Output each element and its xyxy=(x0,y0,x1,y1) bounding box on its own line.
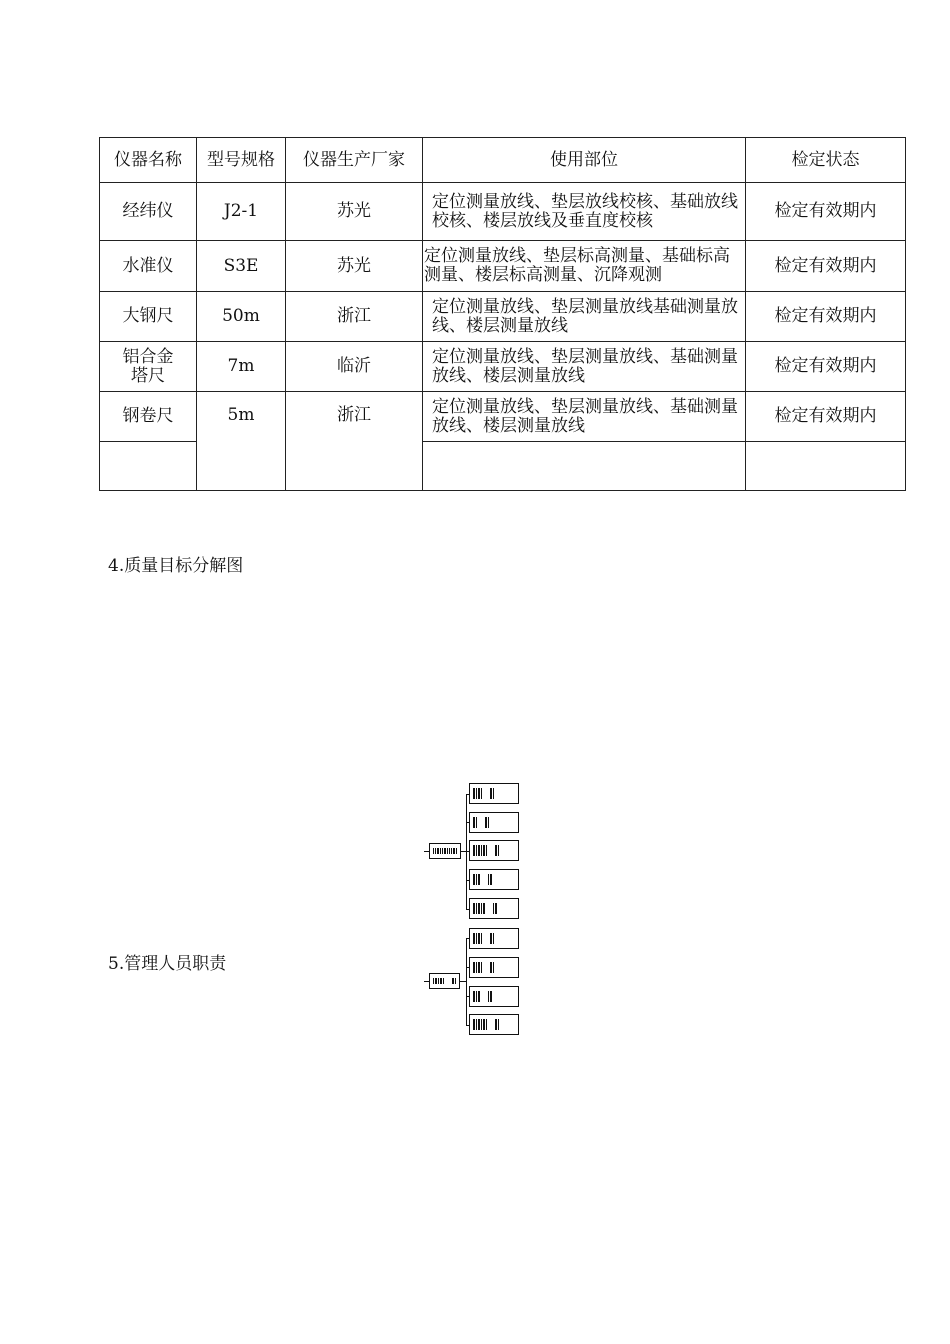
col-header-usage: 使用部位 xyxy=(423,138,746,183)
cell-model: S3E xyxy=(197,241,286,292)
cell-maker: 临沂 xyxy=(286,342,423,392)
cell-status: 检定有效期内 xyxy=(746,292,906,342)
diagram-root-node-1 xyxy=(429,843,461,859)
diagram-leaf-node xyxy=(469,928,519,949)
cell-name: 经纬仪 xyxy=(100,183,197,241)
col-header-maker: 仪器生产厂家 xyxy=(286,138,423,183)
cell-empty xyxy=(746,442,906,491)
col-header-status: 检定状态 xyxy=(746,138,906,183)
cell-name: 大钢尺 xyxy=(100,292,197,342)
section-5-heading: 5.管理人员职责 xyxy=(108,954,227,974)
diagram-leaf-node xyxy=(469,898,519,919)
cell-name: 铝合金塔尺 xyxy=(100,342,197,392)
cell-maker: 苏光 xyxy=(286,183,423,241)
diagram-root-node-2 xyxy=(429,973,460,989)
cell-maker-text: 浙江 xyxy=(337,405,371,425)
col-header-name: 仪器名称 xyxy=(100,138,197,183)
table-row xyxy=(100,392,906,442)
cell-model: 7m xyxy=(197,342,286,392)
cell-status: 检定有效期内 xyxy=(746,183,906,241)
cell-usage: 定位测量放线、垫层放线校核、基础放线校核、楼层放线及垂直度校核 xyxy=(423,183,746,241)
col-header-model: 型号规格 xyxy=(197,138,286,183)
cell-usage: 定位测量放线、垫层标高测量、基础标高测量、楼层标高测量、沉降观测 xyxy=(423,241,746,292)
cell-model: 50m xyxy=(197,292,286,342)
instrument-table xyxy=(99,137,906,491)
cell-status: 检定有效期内 xyxy=(746,241,906,292)
cell-name: 钢卷尺 xyxy=(100,392,197,442)
cell-usage: 定位测量放线、垫层测量放线、基础测量放线、楼层测量放线 xyxy=(423,392,746,442)
cell-maker: 浙江 xyxy=(286,292,423,342)
table-header-row xyxy=(100,138,906,183)
cell-model-text: 5m xyxy=(227,405,255,425)
cell-status: 检定有效期内 xyxy=(746,392,906,442)
diagram-leaf-node xyxy=(469,869,519,890)
cell-empty xyxy=(100,442,197,491)
cell-usage: 定位测量放线、垫层测量放线、基础测量放线、楼层测量放线 xyxy=(423,342,746,392)
cell-empty xyxy=(423,442,746,491)
cell-model: J2-1 xyxy=(197,183,286,241)
cell-name: 水准仪 xyxy=(100,241,197,292)
diagram-leaf-node xyxy=(469,840,519,861)
diagram-leaf-node xyxy=(469,957,519,978)
cell-usage: 定位测量放线、垫层测量放线基础测量放线、楼层测量放线 xyxy=(423,292,746,342)
table-row xyxy=(100,241,906,292)
cell-maker xyxy=(286,392,423,491)
cell-status: 检定有效期内 xyxy=(746,342,906,392)
table-row xyxy=(100,342,906,392)
diagram-leaf-node xyxy=(469,986,519,1007)
connector-line xyxy=(466,794,467,910)
connector-line xyxy=(466,938,467,1025)
diagram-leaf-node xyxy=(469,812,519,833)
table-row xyxy=(100,183,906,241)
section-4-heading: 4.质量目标分解图 xyxy=(108,556,244,576)
diagram-leaf-node xyxy=(469,783,519,804)
table-row xyxy=(100,292,906,342)
cell-model xyxy=(197,392,286,491)
cell-maker: 苏光 xyxy=(286,241,423,292)
diagram-leaf-node xyxy=(469,1014,519,1035)
